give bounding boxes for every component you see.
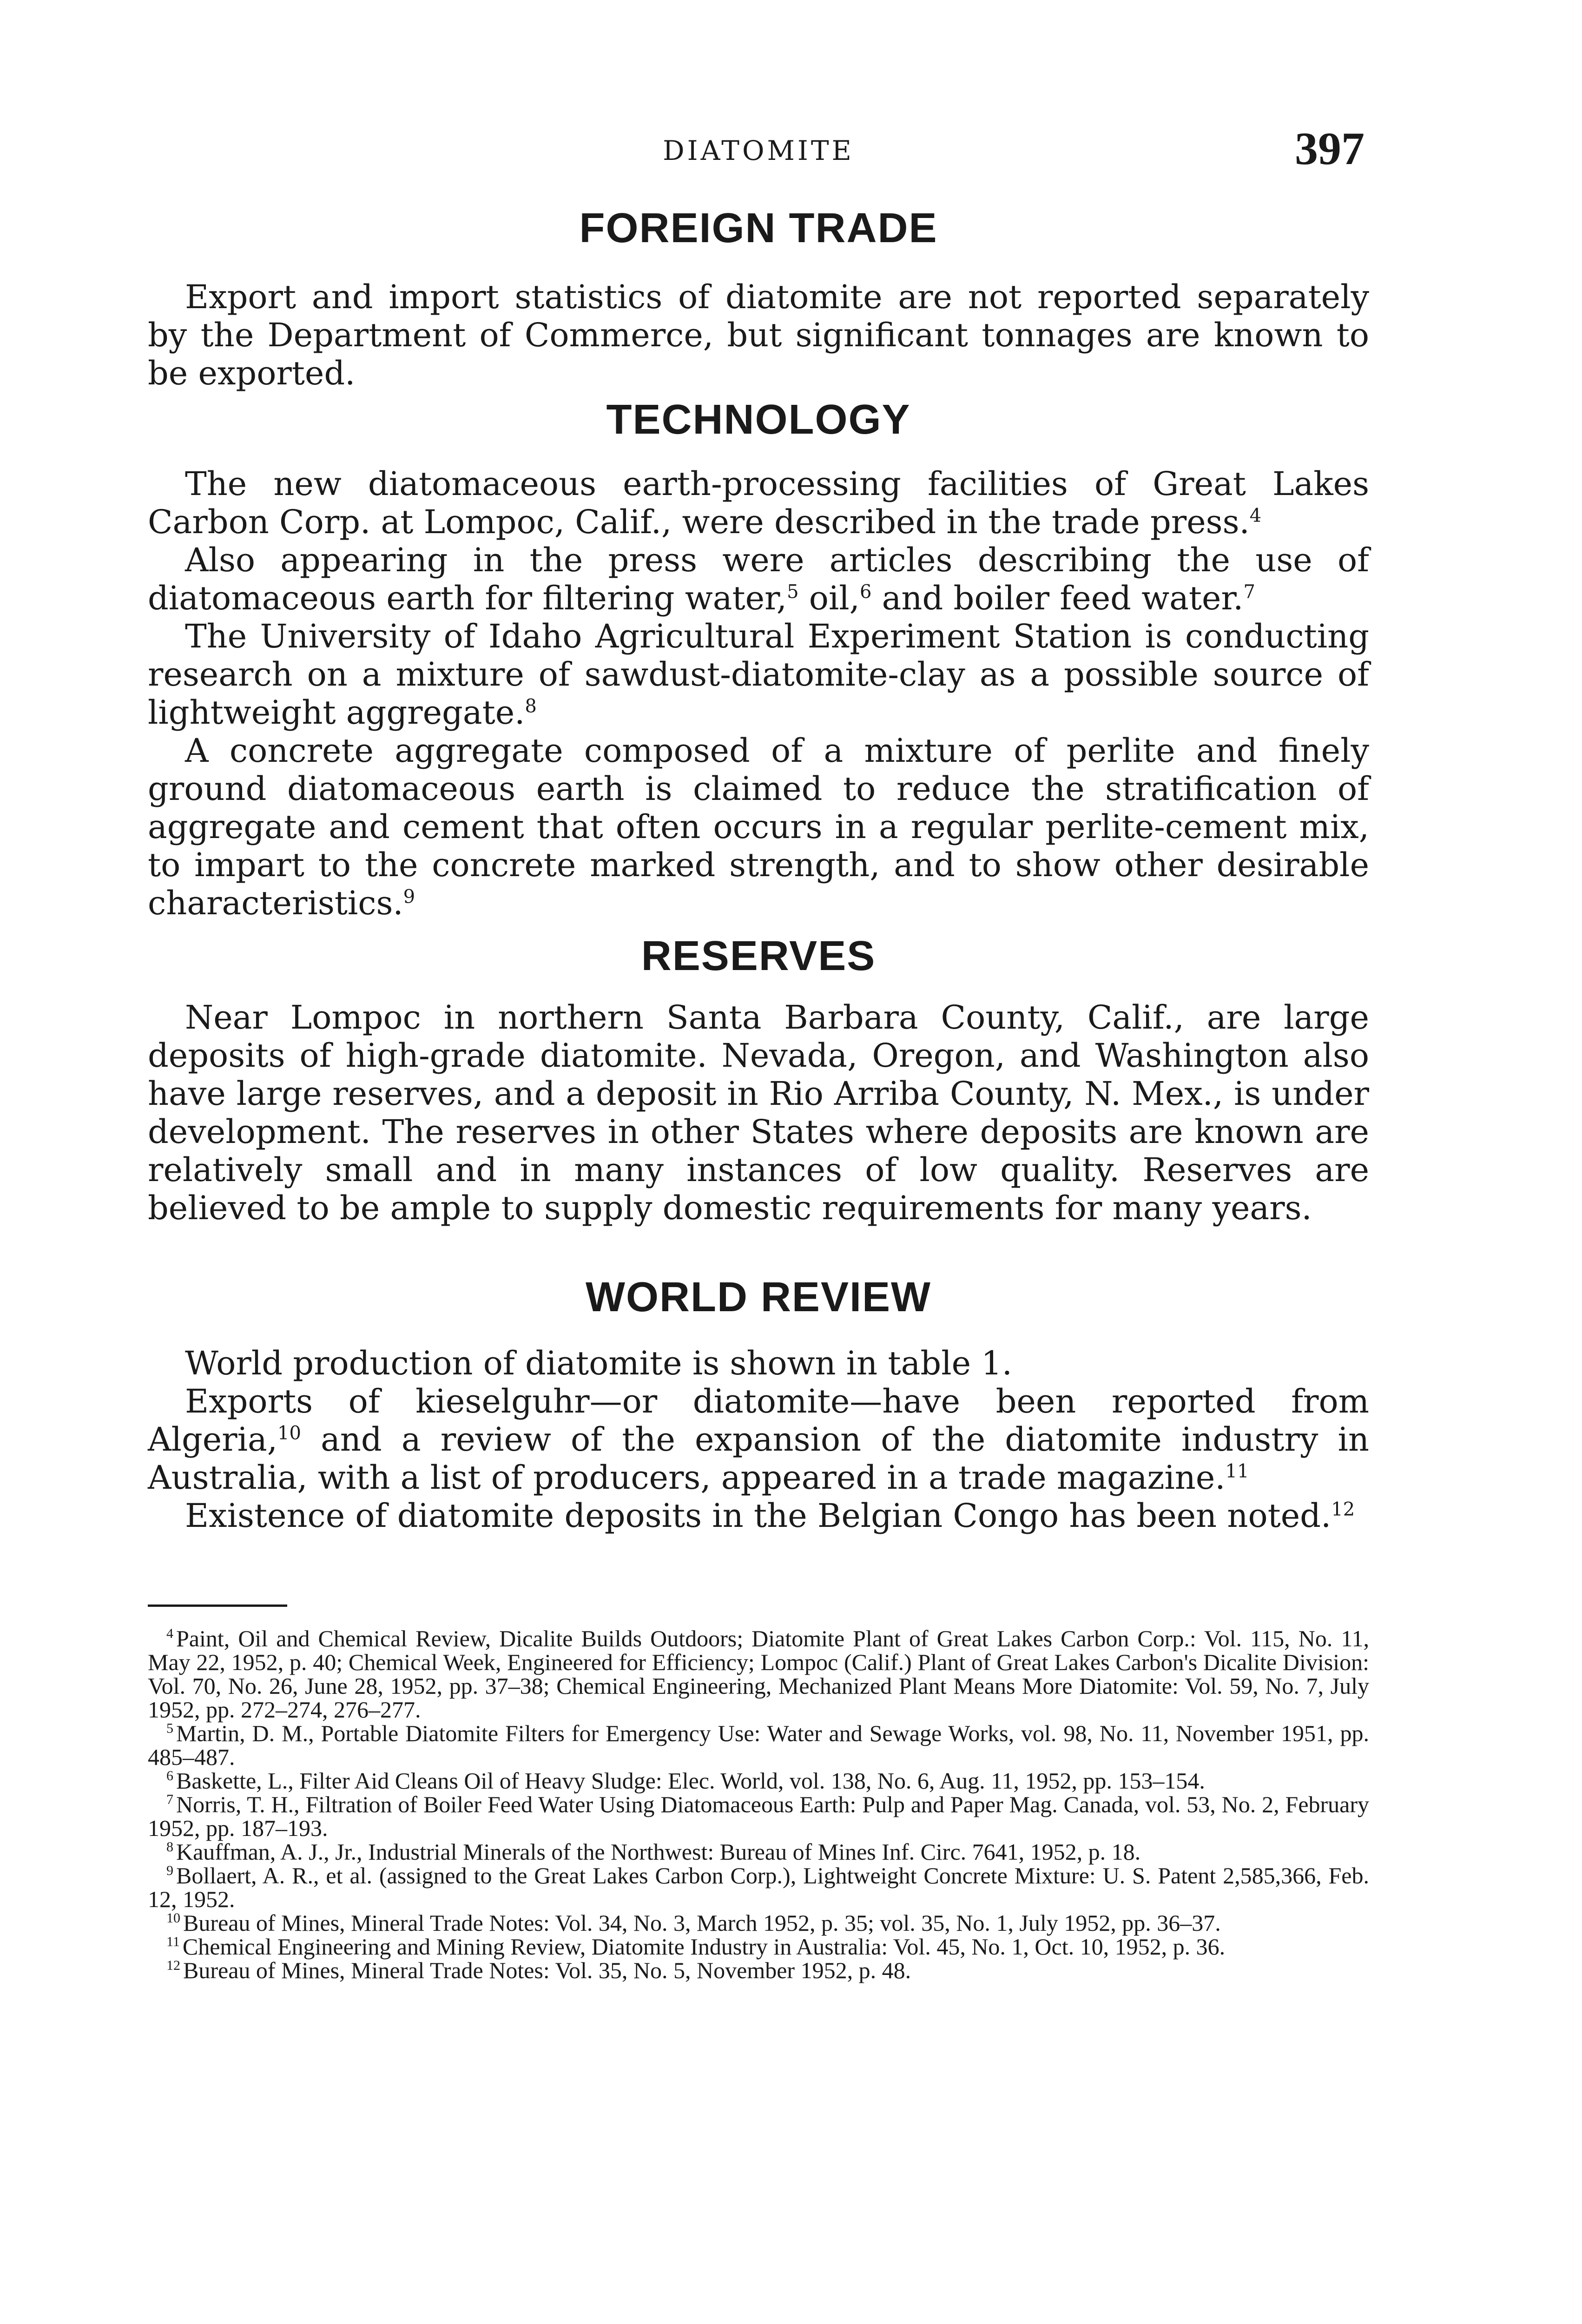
paragraph-world-review-1: World production of diatomite is shown in table 1. [185,1344,1013,1382]
footnote-11: $^{11}$ Chemical Engineering and Mining Review, Diatomite Industry in Australia: Vol. 45, No. 1, Oct. 10, 1952, p. 36. [166,1934,1226,1960]
footnote-6: $^6$ Baskette, L., Filter Aid Cleans Oil of Heavy Sludge: Elec. World, vol. 138, No. 6, Aug. 11, 1952, pp. 153–154. [166,1768,1205,1794]
footnote-ref-10[interactable]: 10 [277,1422,301,1444]
document-page [148,0,1369,2324]
footnote-divider [148,1604,287,1607]
page-number: 397 [1295,123,1364,174]
heading-world-review: WORLD REVIEW [586,1274,931,1320]
heading-technology: TECHNOLOGY [606,396,911,443]
paragraph-world-review-2: Exports of kieselguhr—or diatomite—have been reported from Algeria,$^{10}$ and a review of the expansion of the diatomite industry in Australia, with a list of producers, appeared in a trade magazine.$^{11}$ [148,1382,1369,1497]
paragraph-reserves: Near Lompoc in northern Santa Barbara County, Calif., are large deposits of high-grade diatomite. Nevada, Oregon, and Washington also have large reserves, and a deposit in Rio Arriba County, N. Mex., is under development. The reserves in other States where deposits are known are relatively small and in many instances of low quality. Reserves are believed to be ample to supply domestic requirements for many years. [148,998,1369,1227]
footnote-ref-4[interactable]: 4 [1249,505,1262,527]
footnote-4: $^4$ Paint, Oil and Chemical Review, Dicalite Builds Outdoors; Diatomite Plant of Great Lakes Carbon Corp.: Vol. 115, No. 11, May 22, 1952, p. 40; Chemical Week, Engineered for Efficiency; Lompoc (Calif.) Plant of Great Lakes Carbon's Dicalite Division: Vol. 70, No. 26, June 28, 1952, pp. 37–38; Chemical Engineering, Mechanized Plant Means More Diatomite: Vol. 59, No. 7, July 1952, pp. 272–274, 276–277. [148,1625,1369,1723]
footnote-9: $^9$ Bollaert, A. R., et al. (assigned to the Great Lakes Carbon Corp.), Lightweight Concrete Mixture: U. S. Patent 2,585,366, Feb. 12, 1952. [148,1862,1369,1912]
footnote-5: $^5$ Martin, D. M., Portable Diatomite Filters for Emergency Use: Water and Sewage Works, vol. 98, No. 11, November 1951, pp. 485–487. [148,1720,1369,1770]
footnote-ref-6[interactable]: 6 [859,581,872,603]
heading-reserves: RESERVES [641,933,876,979]
footnotes [148,1627,1369,1982]
footnote-12: $^{12}$ Bureau of Mines, Mineral Trade Notes: Vol. 35, No. 5, November 1952, p. 48. [166,1957,911,1983]
running-header [148,122,1369,173]
footnote-7: $^7$ Norris, T. H., Filtration of Boiler Feed Water Using Diatomaceous Earth: Pulp and Paper Mag. Canada, vol. 53, No. 2, February 1952, pp. 187–193. [148,1791,1369,1841]
footnote-8: $^8$ Kauffman, A. J., Jr., Industrial Minerals of the Northwest: Bureau of Mines Inf. Circ. 7641, 1952, p. 18. [166,1839,1141,1865]
heading-foreign-trade: FOREIGN TRADE [579,205,938,251]
paragraph-technology-3: The University of Idaho Agricultural Experiment Station is conducting research on a mixture of sawdust-diatomite-clay as a possible source of lightweight aggregate.$^8$ [148,617,1369,732]
footnote-ref-9[interactable]: 9 [403,886,415,908]
footnote-ref-8[interactable]: 8 [525,695,537,717]
paragraph-technology-4: A concrete aggregate composed of a mixture of perlite and finely ground diatomaceous earth is claimed to reduce the stratification of aggregate and cement that often occurs in a regular perlite-cement mix, to impart to the concrete marked strength, and to show other desirable characteristics.$^9$ [148,732,1369,922]
paragraph-technology-1: The new diatomaceous earth-processing facilities of Great Lakes Carbon Corp. at Lompoc, Calif., were described in the trade press.$^4$ [148,465,1369,541]
paragraph-world-review-3: Existence of diatomite deposits in the Belgian Congo has been noted.$^{12}$ [185,1497,1355,1535]
footnote-ref-5[interactable]: 5 [787,581,799,603]
footnote-10: $^{10}$ Bureau of Mines, Mineral Trade Notes: Vol. 34, No. 3, March 1952, p. 35; vol. 35, No. 1, July 1952, pp. 36–37. [166,1910,1221,1936]
footnote-ref-11[interactable]: 11 [1225,1460,1249,1482]
footnote-ref-12[interactable]: 12 [1331,1499,1355,1520]
paragraph-foreign-trade: Export and import statistics of diatomite are not reported separately by the Department of Commerce, but significant tonnages are known to be exported. [148,278,1369,392]
running-title: DIATOMITE [663,135,854,166]
footnote-ref-7[interactable]: 7 [1243,581,1255,603]
paragraph-technology-2: Also appearing in the press were articles describing the use of diatomaceous earth for filtering water,$^5$ oil,$^6$ and boiler feed water.$^7$ [148,541,1369,617]
